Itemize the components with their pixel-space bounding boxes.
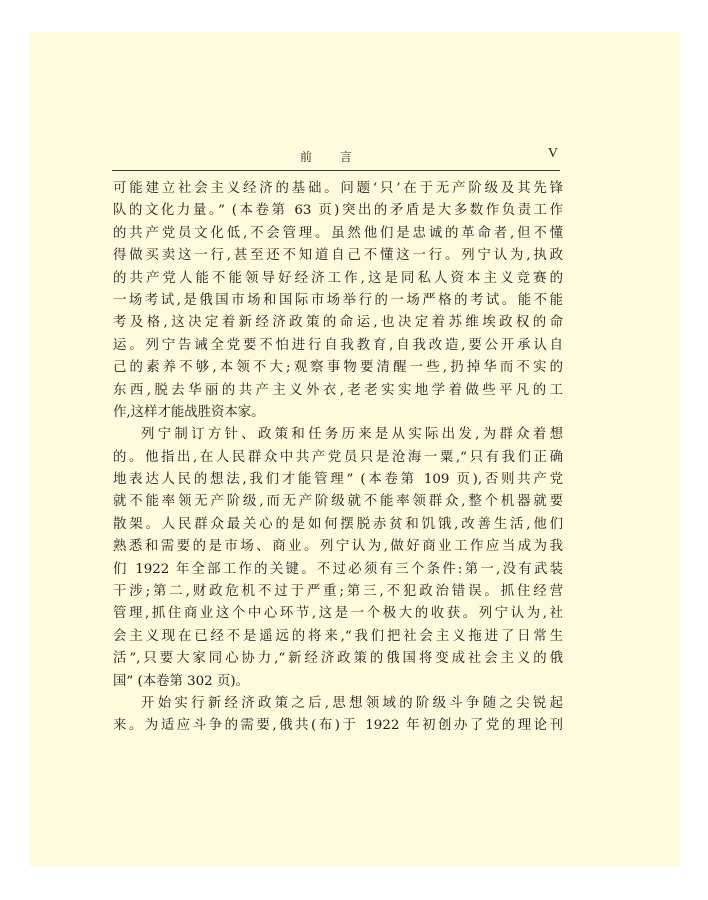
text-line: 们 1922 年全部工作的关键。不过必须有三个条件:第一,没有武装 — [113, 561, 563, 577]
text-line: 来。为适应斗争的需要,俄共(布)于 1922 年初创办了党的理论刊 — [113, 718, 563, 734]
text-line: 干涉;第二,财政危机不过于严重;第三,不犯政治错误。抓住经营 — [113, 584, 563, 600]
text-line: 得做买卖这一行,甚至还不知道自己不懂这一行。列宁认为,执政 — [113, 248, 563, 264]
text-line: 队的文化力量。” (本卷第 63 页)突出的矛盾是大多数作负责工作 — [113, 203, 563, 219]
text-line: 熟悉和需要的是市场、商业。列宁认为,做好商业工作应当成为我 — [113, 539, 563, 555]
text-line: 运。列宁告诫全党要不怕进行自我教育,自我改造,要公开承认自 — [113, 337, 563, 353]
text-line: 东西,脱去华丽的共产主义外衣,老老实实地学着做些平凡的工 — [113, 382, 563, 398]
header-title: 前 言 — [300, 150, 364, 164]
page-number: V — [547, 146, 558, 161]
paragraph-start-line: 开始实行新经济政策之后,思想领域的阶级斗争随之尖锐起 — [141, 695, 563, 711]
paragraph-end-line: 国” (本卷第 302 页)。 — [113, 673, 249, 689]
text-line: 地表达人民的想法,我们才能管理” (本卷第 109 页),否则共产党 — [113, 472, 563, 488]
text-line: 就不能率领无产阶级,而无产阶级就不能率领群众,整个机器就要 — [113, 494, 563, 510]
paragraph-end-line: 作,这样才能战胜资本家。 — [113, 404, 265, 420]
text-line: 会主义现在已经不是遥远的将来,“我们把社会主义拖进了日常生 — [113, 628, 563, 644]
text-line: 管理,抓住商业这个中心环节,这是一个极大的收获。列宁认为,社 — [113, 606, 563, 622]
text-line: 考及格,这决定着新经济政策的命运,也决定着苏维埃政权的命 — [113, 315, 563, 331]
running-header — [112, 116, 560, 171]
text-line: 的共产党员文化低,不会管理。虽然他们是忠诚的革命者,但不懂 — [113, 225, 563, 241]
text-line: 可能建立社会主义经济的基础。问题‘只’在于无产阶级及其先锋 — [113, 181, 563, 196]
text-line: 的。他指出,在人民群众中共产党员只是沧海一粟,“只有我们正确 — [113, 449, 563, 465]
text-line: 散架。人民群众最关心的是如何摆脱赤贫和饥饿,改善生活,他们 — [113, 516, 563, 532]
text-line: 活”,只要大家同心协力,“新经济政策的俄国将变成社会主义的俄 — [113, 651, 563, 667]
text-line: 的共产党人能不能领导好经济工作,这是同私人资本主义竞赛的 — [113, 270, 563, 286]
paragraph-start-line: 列宁制订方针、政策和任务历来是从实际出发,为群众着想 — [141, 427, 563, 443]
body-text — [113, 178, 563, 738]
text-line: 一场考试,是俄国市场和国际市场举行的一场严格的考试。能不能 — [113, 292, 563, 308]
text-line: 己的素养不够,本领不大;观察事物要清醒一些,扔掉华而不实的 — [113, 360, 563, 376]
